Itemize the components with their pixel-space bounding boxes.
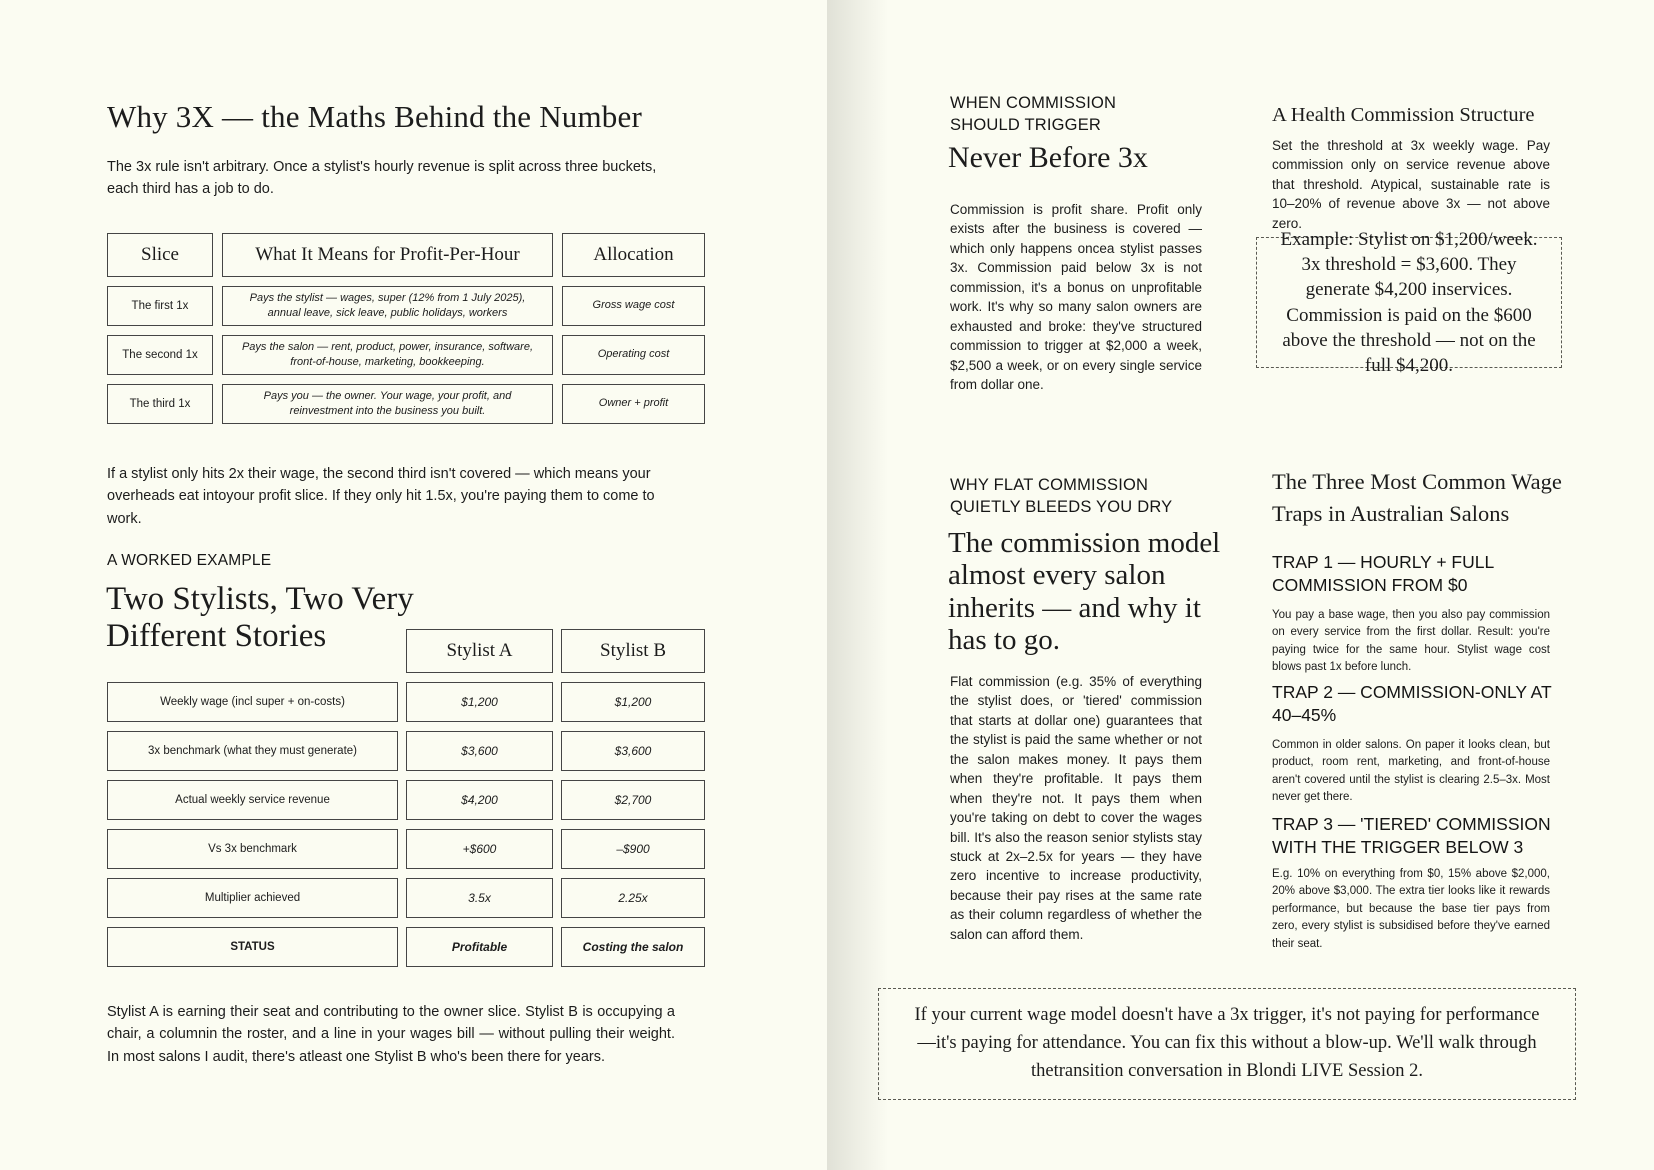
- slice-table-header-meaning: What It Means for Profit-Per-Hour: [222, 233, 553, 277]
- status-row-label: STATUS: [107, 927, 398, 967]
- flat-commission-heading: The commission model almost every salon inherits — and why it has to go.: [948, 527, 1221, 657]
- table-cell: $4,200: [406, 780, 553, 820]
- trap-2-body: Common in older salons. On paper it looks clean, but product, room rent, marketing, and front-of-house aren't covered until the stylist is clearing 2.5–3x. Most never get there.: [1272, 739, 1550, 804]
- table-cell: $3,600: [406, 731, 553, 771]
- trap-3-title: TRAP 3 — 'TIERED' COMMISSION WITH THE TRIGGER BELOW 3: [1272, 814, 1551, 858]
- table-cell: Gross wage cost: [562, 286, 705, 326]
- table-cell: Operating cost: [562, 335, 705, 375]
- page-title: Why 3X — the Maths Behind the Number: [107, 99, 642, 134]
- slice-table: [107, 233, 705, 424]
- table-cell: 2.25x: [561, 878, 705, 918]
- trap-1-title: TRAP 1 — HOURLY + FULL COMMISSION FROM $0: [1272, 552, 1494, 596]
- middle-paragraph: If a stylist only hits 2x their wage, the second third isn't covered — which means your overheads eat intoyour profit slice. If they only hit 1.5x, you're paying them to come to work.: [107, 466, 655, 527]
- table-cell: +$600: [406, 829, 553, 869]
- table-row-label: 3x benchmark (what they must generate): [107, 731, 398, 771]
- trigger-heading: Never Before 3x: [948, 141, 1148, 174]
- table-row-label: Actual weekly service revenue: [107, 780, 398, 820]
- trap-2-title: TRAP 2 — COMMISSION-ONLY AT 40–45%: [1272, 682, 1552, 726]
- healthy-structure-body: Set the threshold at 3x weekly wage. Pay commission only on service revenue above that threshold. Atypical, sustainable rate is 10–20% of revenue above 3x — not above zero.: [1272, 138, 1550, 231]
- table-cell: Pays you — the owner. Your wage, your profit, and reinvestment into the business you built.: [222, 384, 553, 424]
- table-cell: Pays the salon — rent, product, power, insurance, software, front-of-house, marketing, bookkeeping.: [222, 335, 553, 375]
- table-cell: $3,600: [561, 731, 705, 771]
- example-callout-box: [1256, 229, 1562, 376]
- table-cell: The second 1x: [107, 335, 213, 375]
- status-stylist-b: Costing the salon: [561, 927, 705, 967]
- worked-example-title: Two Stylists, Two Very Different Stories: [106, 581, 414, 654]
- flat-commission-kicker: WHY FLAT COMMISSION QUIETLY BLEEDS YOU DRY: [950, 476, 1173, 517]
- table-cell: $1,200: [406, 682, 553, 722]
- table-row-label: Weekly wage (incl super + on-costs): [107, 682, 398, 722]
- trap-1-body: You pay a base wage, then you also pay commission on every service from the first dollar. Result: you're paying twice for the same hour. Stylist wage cost blows past 1x before lunch.: [1272, 609, 1550, 674]
- table-row-label: Vs 3x benchmark: [107, 829, 398, 869]
- table-cell: Pays the stylist — wages, super (12% from 1 July 2025), annual leave, sick leave, public holidays, workers: [222, 286, 553, 326]
- trigger-body: Commission is profit share. Profit only exists after the business is covered — which only happens oncea stylist passes 3x. Commission paid below 3x is not commission, it's a bonus on unprofitable work. It's why so many salon owners are exhausted and broke: they've structured commission to trigger at $2,000 a week, $2,500 a week, or on every single service from dollar one.: [950, 202, 1202, 392]
- status-stylist-a: Profitable: [406, 927, 553, 967]
- intro-paragraph: The 3x rule isn't arbitrary. Once a stylist's hourly revenue is split across three buckets, each third has a job to do.: [107, 159, 657, 198]
- slice-table-header-allocation: Allocation: [562, 233, 705, 277]
- slice-table-header-slice: Slice: [107, 233, 213, 277]
- stylist-comparison-table: [107, 629, 705, 967]
- table-cell: Owner + profit: [562, 384, 705, 424]
- table-spacer-cell: [107, 629, 398, 673]
- stylist-b-header: Stylist B: [561, 629, 705, 673]
- table-row-label: Multiplier achieved: [107, 878, 398, 918]
- flat-commission-body: Flat commission (e.g. 35% of everything the stylist does, or 'tiered' commission that starts at dollar one) guarantees that the stylist is paid the same whether or not the salon makes money. It pays them when they're profitable. It pays them when they're not. It pays them when you're taking on debt to cover the wages bill. It's also the reason senior stylists stay stuck at 2x–2.5x for years — they have zero incentive to increase productivity, because their pay rises at the same rate as their column regardless of whether the salon can afford them.: [950, 674, 1202, 942]
- table-cell: –$900: [561, 829, 705, 869]
- trap-3-body: E.g. 10% on everything from $0, 15% above $2,000, 20% above $3,000. The extra tier looks like it rewards performance, but because the base tier pays from zero, every stylist is subsidised before they've earned their seat.: [1272, 868, 1550, 950]
- table-cell: $1,200: [561, 682, 705, 722]
- worked-example-label: A WORKED EXAMPLE: [107, 552, 272, 569]
- bottom-callout-box: [878, 988, 1576, 1100]
- table-cell: $2,700: [561, 780, 705, 820]
- example-callout-text: Example: Stylist on $1,200/week. 3x threshold = $3,600. They generate $4,200 inservices. Commission is paid on the $600 above the threshold — not on the full $4,200.: [1280, 229, 1538, 376]
- closing-paragraph: Stylist A is earning their seat and contributing to the owner slice. Stylist B is occupying a chair, a columnin the roster, and a line in your wages bill — without pulling their weight. In most salons I audit, there's atleast one Stylist B who's been there for years.: [107, 1004, 675, 1065]
- bottom-callout-text: If your current wage model doesn't have a 3x trigger, it's not paying for performance —it's paying for attendance. You can fix this without a blow-up. We'll walk through thetransition conversation in Blondi LIVE Session 2.: [914, 1005, 1540, 1081]
- trigger-kicker: WHEN COMMISSION SHOULD TRIGGER: [950, 94, 1117, 135]
- table-cell: 3.5x: [406, 878, 553, 918]
- table-cell: The third 1x: [107, 384, 213, 424]
- healthy-structure-heading: A Health Commission Structure: [1272, 104, 1535, 126]
- wage-traps-heading: The Three Most Common Wage Traps in Australian Salons: [1272, 469, 1562, 526]
- table-cell: The first 1x: [107, 286, 213, 326]
- stylist-a-header: Stylist A: [406, 629, 553, 673]
